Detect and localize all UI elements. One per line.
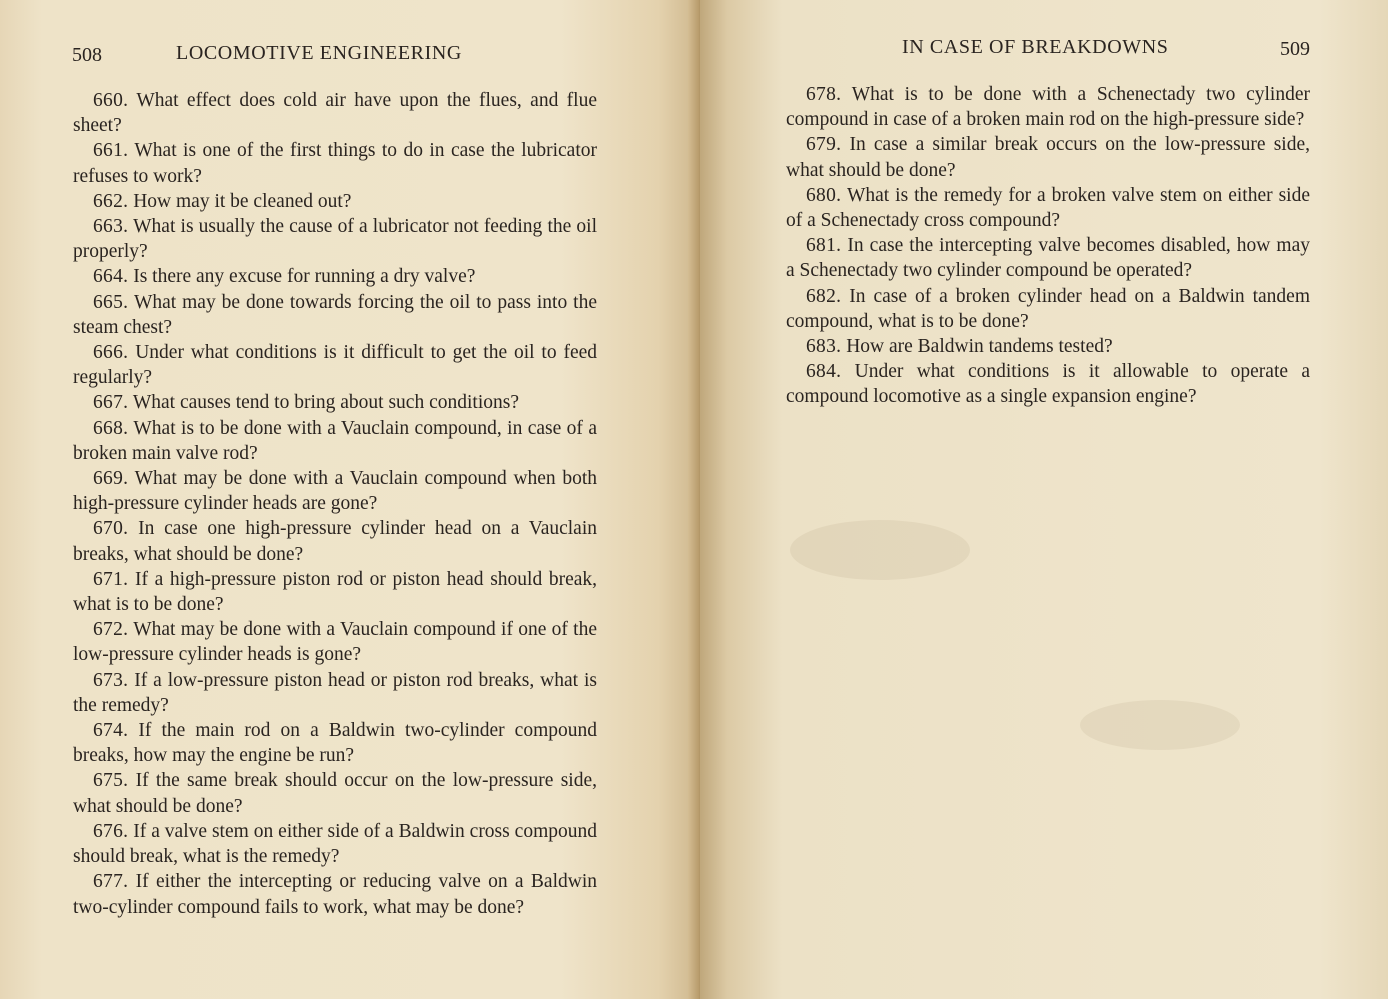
question-item bbox=[73, 138, 597, 188]
question-number: 664. bbox=[93, 266, 129, 288]
question-item bbox=[73, 668, 597, 718]
question-number: 671. bbox=[93, 568, 129, 590]
right-page-number: 509 bbox=[1280, 38, 1310, 60]
question-item bbox=[786, 284, 1310, 334]
question-text: If the main rod on a Baldwin two-cylinder compound breaks, how may the engine be run? bbox=[73, 720, 598, 767]
question-text: In case a similar break occurs on the low-pressure side, what should be done? bbox=[786, 134, 1310, 181]
question-item bbox=[73, 516, 597, 566]
question-number: 676. bbox=[93, 820, 129, 842]
question-number: 666. bbox=[93, 342, 129, 364]
question-text: What effect does cold air have upon the flues, and flue sheet? bbox=[73, 90, 597, 137]
right-question-list bbox=[786, 82, 1310, 410]
question-number: 660. bbox=[93, 90, 129, 111]
left-question-list bbox=[73, 88, 597, 920]
question-item bbox=[73, 290, 597, 340]
question-number: 681. bbox=[806, 235, 842, 257]
question-text: Under what conditions is it allowable to operate a compound locomotive as a single expansion engine? bbox=[786, 361, 1310, 408]
question-item bbox=[73, 466, 597, 516]
question-number: 674. bbox=[93, 720, 129, 742]
question-number: 663. bbox=[93, 216, 129, 238]
question-text: If a high-pressure piston rod or piston head should break, what is to be done? bbox=[73, 568, 598, 616]
question-number: 662. bbox=[93, 190, 129, 212]
question-number: 675. bbox=[93, 770, 129, 792]
question-item bbox=[73, 416, 597, 466]
paper-stain bbox=[790, 520, 970, 580]
question-number: 684. bbox=[806, 361, 842, 383]
question-item bbox=[73, 189, 597, 214]
question-item bbox=[73, 214, 597, 264]
question-item bbox=[73, 819, 597, 869]
question-number: 670. bbox=[93, 518, 129, 540]
right-running-head: IN CASE OF BREAKDOWNS bbox=[902, 36, 1169, 58]
question-text: If either the intercepting or reducing valve on a Baldwin two-cylinder compound fails to work, what may be done? bbox=[73, 871, 597, 918]
paper-stain bbox=[1080, 700, 1240, 750]
question-text: How are Baldwin tandems tested? bbox=[846, 336, 1113, 358]
question-text: What is to be done with a Schenectady two cylinder compound in case of a broken main rod on the high-pressure side? bbox=[786, 84, 1310, 131]
question-number: 668. bbox=[93, 417, 129, 439]
question-number: 665. bbox=[93, 291, 129, 313]
question-number: 661. bbox=[93, 140, 129, 162]
question-text: If a valve stem on either side of a Baldwin cross compound should break, what is the remedy? bbox=[73, 820, 597, 868]
question-item bbox=[786, 233, 1310, 283]
question-number: 669. bbox=[93, 468, 129, 490]
question-number: 682. bbox=[806, 285, 842, 307]
question-number: 678. bbox=[806, 84, 842, 105]
question-item bbox=[73, 567, 597, 617]
question-item bbox=[73, 768, 597, 818]
question-text: If a low-pressure piston head or piston rod breaks, what is the remedy? bbox=[73, 669, 598, 716]
question-text: Under what conditions is it difficult to get the oil to feed regularly? bbox=[73, 342, 598, 389]
question-text: If the same break should occur on the low-pressure side, what should be done? bbox=[73, 770, 598, 817]
question-item bbox=[73, 340, 597, 390]
question-text: What is usually the cause of a lubricator not feeding the oil properly? bbox=[73, 216, 598, 263]
question-number: 673. bbox=[93, 669, 129, 691]
right-page bbox=[700, 0, 1388, 999]
left-running-head: LOCOMOTIVE ENGINEERING bbox=[176, 42, 462, 64]
question-item bbox=[73, 718, 597, 768]
question-text: What is the remedy for a broken valve stem on either side of a Schenectady cross compound? bbox=[786, 184, 1310, 232]
question-item bbox=[786, 359, 1310, 409]
question-item bbox=[73, 617, 597, 667]
question-number: 679. bbox=[806, 134, 842, 156]
question-item bbox=[73, 869, 597, 919]
question-item bbox=[73, 264, 597, 289]
question-text: In case the intercepting valve becomes disabled, how may a Schenectady two cylinder compound be operated? bbox=[786, 235, 1311, 282]
question-number: 667. bbox=[93, 392, 129, 414]
question-text: What causes tend to bring about such conditions? bbox=[132, 392, 519, 414]
question-text: What is to be done with a Vauclain compound, in case of a broken main valve rod? bbox=[73, 417, 597, 464]
question-text: Is there any excuse for running a dry valve? bbox=[133, 266, 476, 288]
question-text: How may it be cleaned out? bbox=[133, 190, 352, 212]
question-number: 683. bbox=[806, 336, 842, 358]
question-text: In case one high-pressure cylinder head on a Vauclain breaks, what should be done? bbox=[73, 518, 598, 565]
question-text: What may be done with a Vauclain compound when both high-pressure cylinder heads are gone? bbox=[73, 468, 597, 515]
question-text: In case of a broken cylinder head on a Baldwin tandem compound, what is to be done? bbox=[786, 285, 1310, 332]
question-item bbox=[786, 334, 1310, 359]
question-text: What is one of the first things to do in case the lubricator refuses to work? bbox=[73, 140, 597, 187]
left-page-number: 508 bbox=[72, 44, 102, 66]
question-item bbox=[73, 390, 597, 415]
question-number: 680. bbox=[806, 184, 842, 206]
question-number: 677. bbox=[93, 871, 129, 893]
question-number: 672. bbox=[93, 619, 129, 641]
question-text: What may be done with a Vauclain compound if one of the low-pressure cylinder heads is gone? bbox=[73, 619, 597, 666]
question-item bbox=[786, 132, 1310, 182]
question-item bbox=[786, 82, 1310, 132]
question-item bbox=[73, 88, 597, 138]
question-text: What may be done towards forcing the oil to pass into the steam chest? bbox=[73, 291, 597, 338]
question-item bbox=[786, 183, 1310, 233]
